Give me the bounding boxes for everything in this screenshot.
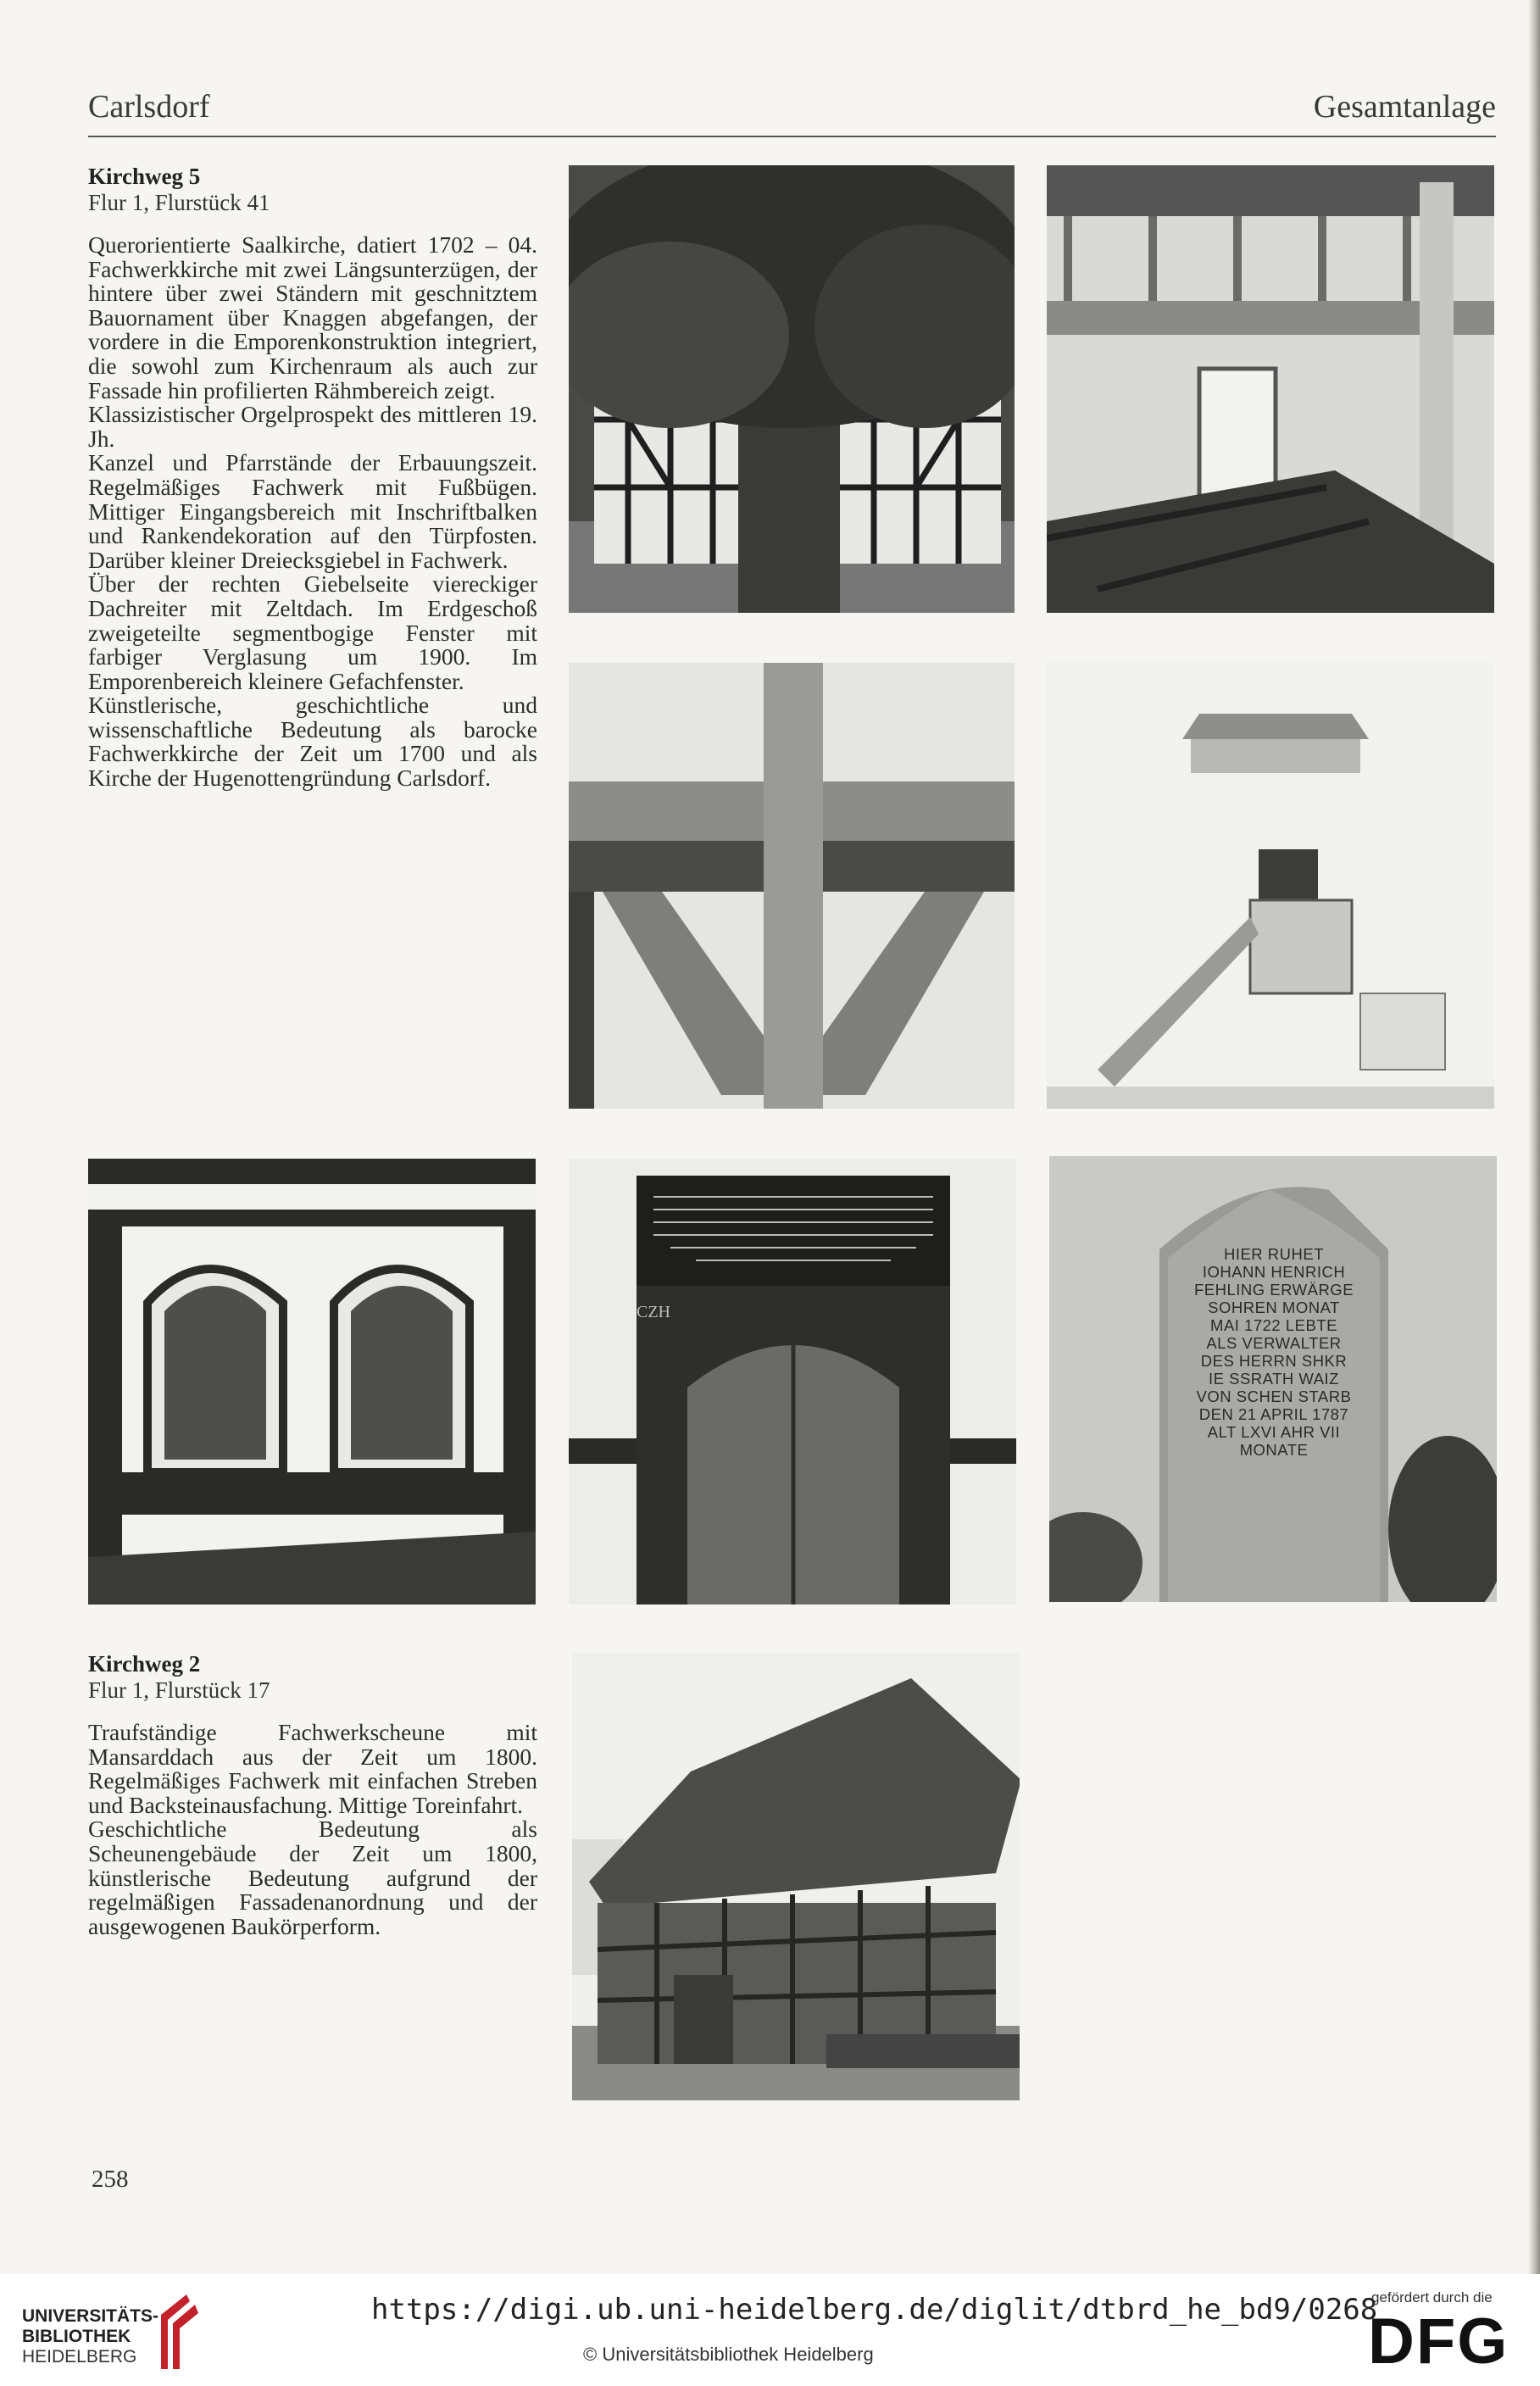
entry-paragraph: Traufständige Fachwerkscheune mit Mansarddach aus der Zeit um 1800. Regelmäßiges Fachwerk mit einfachen Streben und Backsteinausfachung. Mittige Toreinfahrt.: [88, 1719, 537, 1818]
library-logo-icon: [153, 2289, 203, 2374]
photo-church-exterior: [569, 165, 1015, 613]
footer-bar: [0, 2274, 1540, 2386]
gravestone-line: SOHREN MONAT: [1208, 1299, 1340, 1316]
portal-monogram: CZH: [637, 1303, 670, 1321]
photo-gravestone: [1049, 1156, 1497, 1602]
gravestone-line: IOHANN HENRICH: [1202, 1263, 1346, 1281]
gravestone-line: FEHLING ERWÄRGE: [1193, 1281, 1354, 1299]
header-rule: [88, 136, 1496, 137]
gravestone-line: ALT LXVI AHR VII: [1207, 1423, 1341, 1441]
library-name-line: UNIVERSITÄTS-: [22, 2306, 159, 2326]
entry-paragraph: Künstlerische, geschichtliche und wissenschaftliche Bedeutung als barocke Fachwerkkirche der Zeit um 1700 und als Kirche der Hugenottengründung Carlsdorf.: [88, 692, 537, 792]
photo-entrance-portal: [569, 1159, 1016, 1605]
entry-paragraph: Geschichtliche Bedeutung als Scheunengebäude der Zeit um 1800, künstlerische Bedeutung aufgrund der regelmäßigen Fassadenanordnung und der ausgewogenen Baukörperform.: [88, 1816, 537, 1939]
copyright-notice: © Universitätsbibliothek Heidelberg: [583, 2344, 874, 2365]
entry-paragraph: Über der rechten Giebelseite viereckiger Dachreiter mit Zeltdach. Im Erdgeschoß zweigeteilte segmentbogige Fenster mit farbiger Verglasung um 1900. Im Emporenbereich kleinere Gefachfenster.: [88, 570, 537, 694]
library-name-line: BIBLIOTHEK: [22, 2327, 131, 2346]
entry-heading: Kirchweg 5: [88, 164, 201, 189]
gravestone-line: VON SCHEN STARB: [1196, 1388, 1352, 1405]
photo-church-interior: [1047, 165, 1494, 613]
sponsor-caption: gefördert durch die: [1371, 2289, 1493, 2305]
page-number: 258: [92, 2166, 129, 2193]
gravestone-line: HIER RUHET: [1223, 1245, 1325, 1263]
entry-kirchweg-5: [88, 164, 537, 791]
dfg-logo: DFG: [1368, 2305, 1509, 2378]
gravestone-line: IE SSRATH WAIZ: [1209, 1370, 1339, 1388]
running-header-left: Carlsdorf: [88, 89, 210, 125]
gravestone-line: DEN 21 APRIL 1787: [1198, 1405, 1349, 1423]
entry-parcel: Flur 1, Flurstück 41: [88, 190, 270, 215]
entry-heading: Kirchweg 2: [88, 1651, 201, 1677]
photo-windows: [88, 1159, 536, 1605]
gravestone-inscription: [1176, 1245, 1371, 1459]
gravestone-line: DES HERRN SHKR: [1200, 1352, 1348, 1370]
photo-carved-knaggen: [569, 663, 1015, 1109]
entry-paragraph: Querorientierte Saalkirche, datiert 1702 – 04. Fachwerkkirche mit zwei Längsunterzügen, der hintere über zwei Ständern mit geschnitztem Bauornament über Knaggen abgefangen, der vordere in die Emporenkonstruktion integriert, die sowohl zum Kirchenraum als auch zur Fassade hin profilierten Rähmbereich zeigt.: [88, 231, 537, 403]
library-name-line: HEIDELBERG: [22, 2347, 137, 2367]
gravestone-line: MONATE: [1239, 1441, 1309, 1459]
page-edge-shadow: [1528, 0, 1540, 2274]
entry-kirchweg-2: [88, 1651, 537, 1938]
photo-pulpit: [1047, 663, 1494, 1109]
running-header-right: Gesamtanlage: [1313, 89, 1496, 125]
entry-paragraph: Klassizistischer Orgelprospekt des mittleren 19. Jh.: [88, 401, 537, 452]
gravestone-line: MAI 1722 LEBTE: [1210, 1316, 1337, 1334]
document-url-link[interactable]: https://digi.ub.uni-heidelberg.de/diglit/dtbrd_he_bd9/0268: [371, 2293, 1378, 2327]
photo-barn: [572, 1653, 1020, 2100]
library-name: [22, 2306, 158, 2367]
entry-parcel: Flur 1, Flurstück 17: [88, 1677, 270, 1703]
gravestone-line: ALS VERWALTER: [1206, 1334, 1342, 1352]
entry-paragraph: Kanzel und Pfarrstände der Erbauungszeit. Regelmäßiges Fachwerk mit Fußbügen. Mittiger Eingangsbereich mit Inschriftbalken und Rankendekoration auf den Türpfosten. Darüber kleiner Dreiecksgiebel in Fachwerk.: [88, 449, 537, 573]
